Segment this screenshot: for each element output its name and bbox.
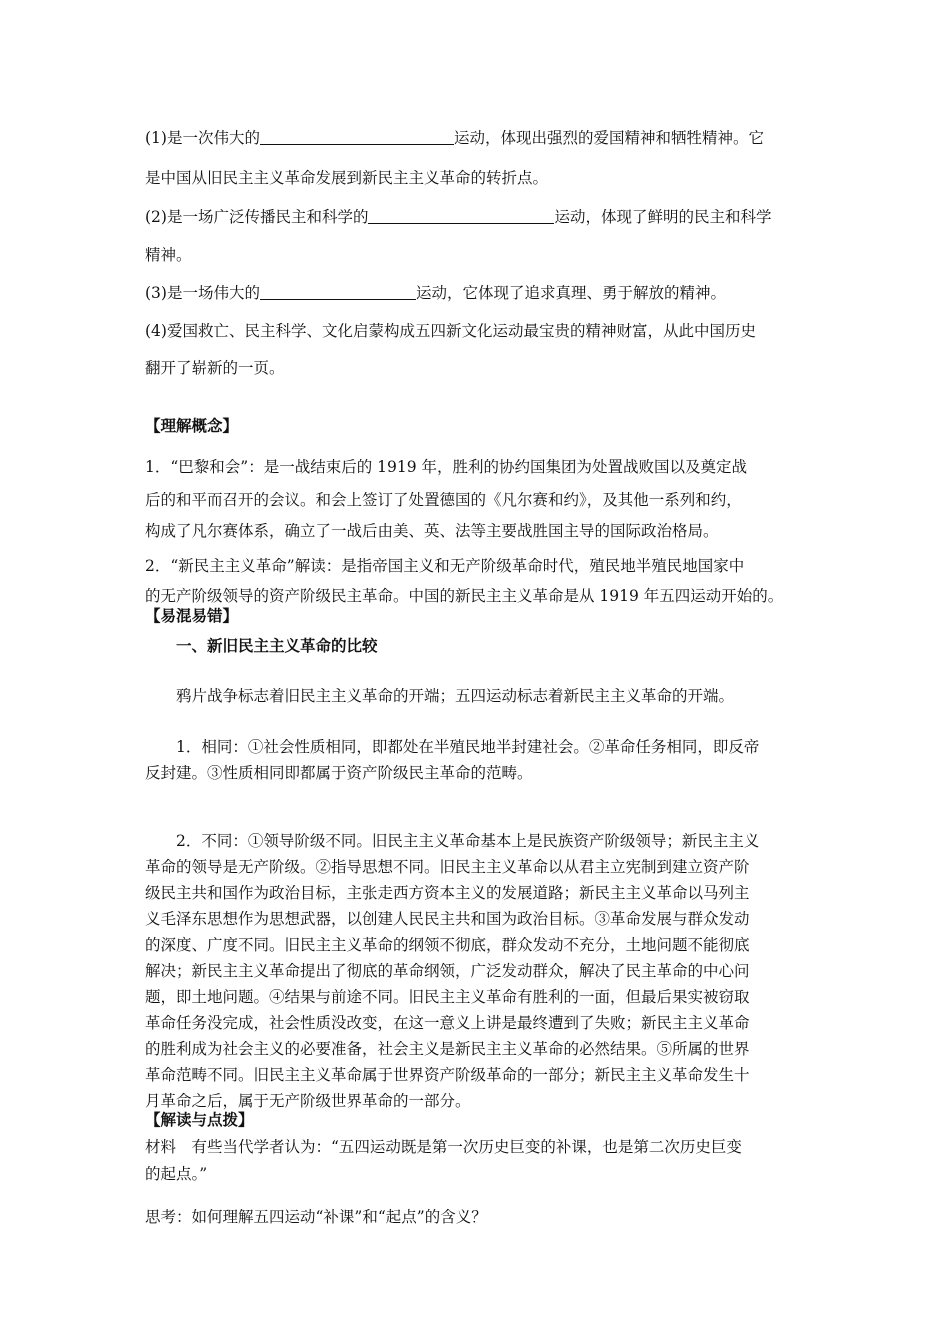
same-line1: 1．相同：①社会性质相同，即都处在半殖民地半封建社会。②革命任务相同，即反帝	[176, 738, 760, 756]
interpret-heading: 【解读与点拨】	[145, 1110, 254, 1129]
diff-line7: 题，即土地问题。④结果与前途不同。旧民主主义革命有胜利的一面，但最后果实被窃取	[145, 988, 750, 1006]
fill-item-2-cont: 精神。	[145, 246, 192, 264]
fill-item-1: (1)是一次伟大的 运动，体现出强烈的爱国精神和牺牲精神。它	[145, 129, 764, 147]
diff-line6: 解决；新民主主义革命提出了彻底的革命纲领，广泛发动群众，解决了民主革命的中心问	[145, 962, 750, 980]
diff-line10: 革命范畴不同。旧民主主义革命属于世界资产阶级革命的一部分；新民主主义革命发生十	[145, 1066, 750, 1084]
concept-1-line3: 构成了凡尔赛体系，确立了一战后由美、英、法等主要战胜国主导的国际政治格局。	[145, 522, 719, 540]
answer-blank-2[interactable]	[368, 207, 554, 224]
diff-line5: 的深度、广度不同。旧民主主义革命的纲领不彻底，群众发动不充分，土地问题不能彻底	[145, 936, 750, 954]
concept-2-line1: 2．“新民主主义革命”解读：是指帝国主义和无产阶级革命时代，殖民地半殖民地国家中	[145, 557, 745, 575]
diff-line9: 的胜利成为社会主义的必要准备，社会主义是新民主主义革命的必然结果。⑤所属的世界	[145, 1040, 750, 1058]
diff-line1: 2．不同：①领导阶级不同。旧民主主义革命基本上是民族资产阶级领导；新民主主义	[176, 832, 760, 850]
diff-line3: 级民主共和国作为政治目标，主张走西方资本主义的发展道路；新民主主义革命以马列主	[145, 884, 750, 902]
comparison-subheading: 一、新旧民主主义革命的比较	[176, 636, 378, 655]
concept-2-line2: 的无产阶级领导的资产阶级民主革命。中国的新民主主义革命是从 1919 年五四运动开始的。	[145, 587, 784, 605]
concepts-heading: 【理解概念】	[145, 416, 239, 435]
fill-item-4-line1: (4)爱国救亡、民主科学、文化启蒙构成五四新文化运动最宝贵的精神财富，从此中国历史	[145, 322, 756, 340]
question-line: 思考：如何理解五四运动“补课”和“起点”的含义？	[145, 1208, 487, 1226]
answer-blank-1[interactable]	[260, 128, 454, 145]
answer-blank-3[interactable]	[260, 283, 416, 300]
diff-line2: 革命的领导是无产阶级。②指导思想不同。旧民主主义革命以从君主立宪制到建立资产阶	[145, 858, 750, 876]
fill-item-3: (3)是一场伟大的 运动，它体现了追求真理、勇于解放的精神。	[145, 284, 726, 302]
concept-1-line2: 后的和平而召开的会议。和会上签订了处置德国的《凡尔赛和约》，及其他一系列和约，	[145, 491, 742, 509]
fill-item-2: (2)是一场广泛传播民主和科学的 运动，体现了鲜明的民主和科学	[145, 208, 772, 226]
diff-line4: 义毛泽东思想作为思想武器，以创建人民民主共和国为政治目标。③革命发展与群众发动	[145, 910, 750, 928]
diff-line11: 月革命之后，属于无产阶级世界革命的一部分。	[145, 1092, 471, 1110]
confusion-heading: 【易混易错】	[145, 606, 239, 625]
diff-line8: 革命任务没完成，社会性质没改变，在这一意义上讲是最终遭到了失败；新民主主义革命	[145, 1014, 750, 1032]
material-line1: 材料 有些当代学者认为：“五四运动既是第一次历史巨变的补课，也是第二次历史巨变	[145, 1138, 742, 1156]
comparison-intro: 鸦片战争标志着旧民主主义革命的开端；五四运动标志着新民主主义革命的开端。	[176, 687, 735, 705]
concept-1-line1: 1．“巴黎和会”：是一战结束后的 1919 年，胜利的协约国集团为处置战败国以及奠定战	[145, 458, 748, 476]
fill-item-1-cont: 是中国从旧民主主义革命发展到新民主主义革命的转折点。	[145, 169, 549, 187]
fill-item-4-line2: 翻开了崭新的一页。	[145, 359, 285, 377]
same-line2: 反封建。③性质相同即都属于资产阶级民主革命的范畴。	[145, 764, 533, 782]
material-line2: 的起点。”	[145, 1165, 208, 1183]
